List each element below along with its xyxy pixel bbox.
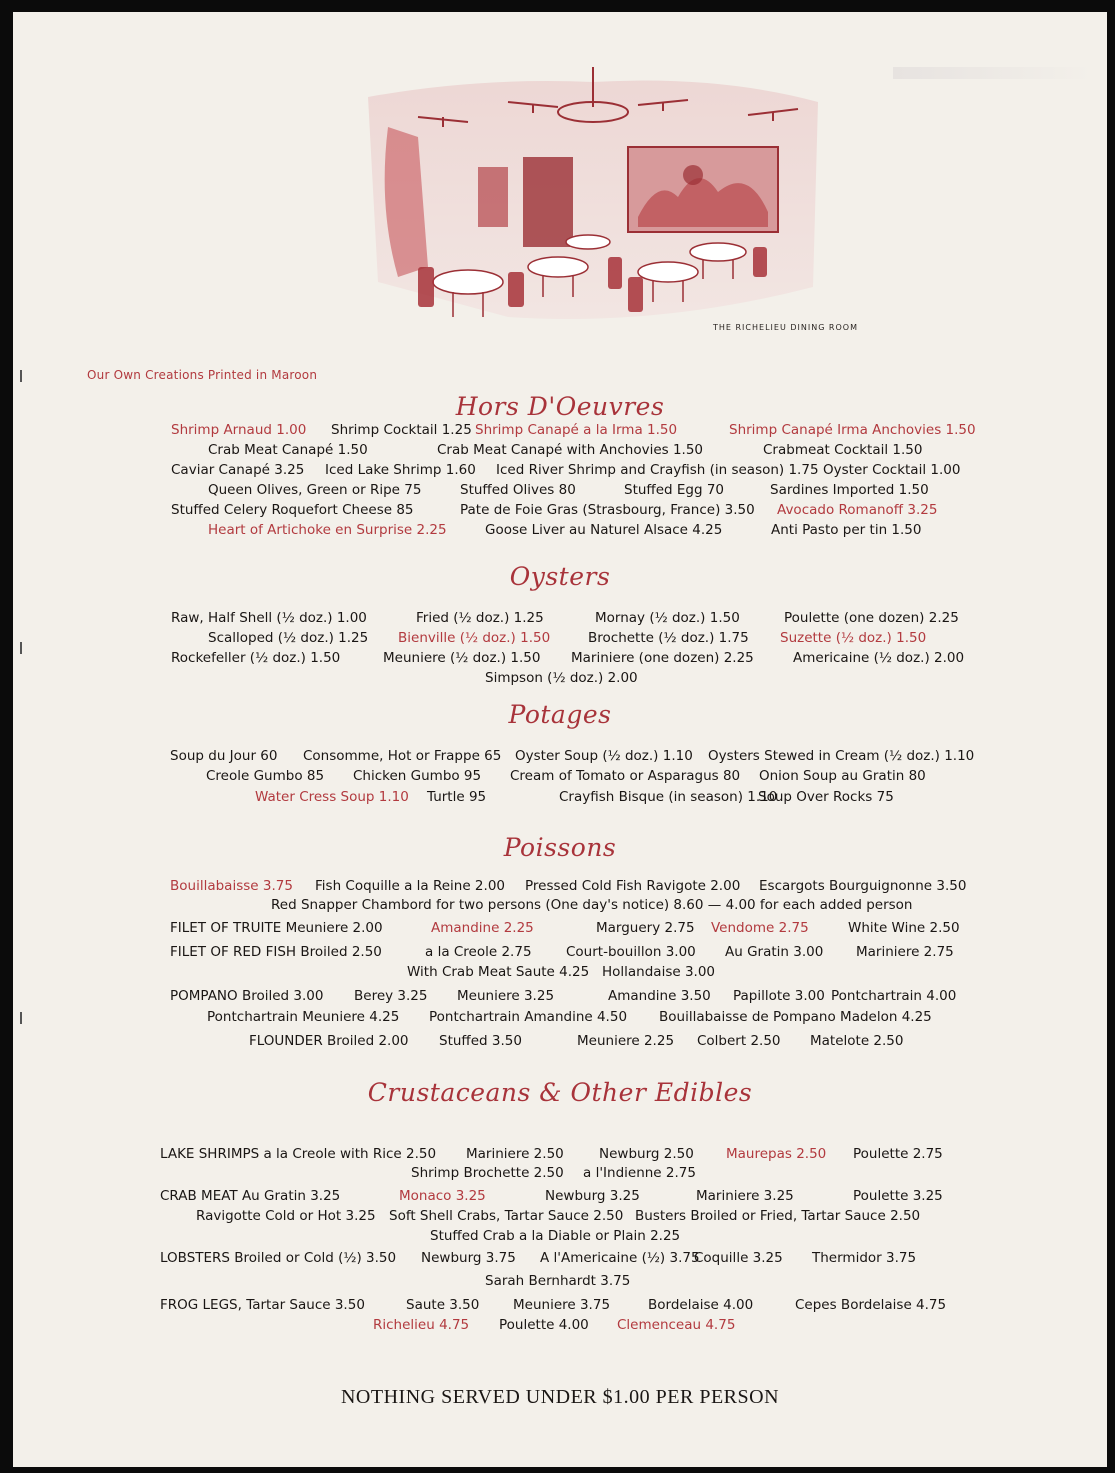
menu-item: Creole Gumbo 85 [206, 768, 325, 784]
binding-mark [20, 1012, 22, 1024]
menu-item: Shrimp Cocktail 1.25 [331, 422, 472, 438]
menu-item: Simpson (½ doz.) 2.00 [485, 670, 638, 686]
menu-item: Escargots Bourguignonne 3.50 [759, 878, 967, 894]
menu-item: Crab Meat Canapé 1.50 [208, 442, 368, 458]
menu-item: Crab Meat Canapé with Anchovies 1.50 [437, 442, 704, 458]
menu-item: Maurepas 2.50 [726, 1146, 827, 1162]
menu-item: Stuffed Egg 70 [624, 482, 725, 498]
bleed-through-texture [893, 67, 1093, 79]
menu-item: Bouillabaisse de Pompano Madelon 4.25 [659, 1009, 932, 1025]
menu-item: Stuffed Celery Roquefort Cheese 85 [171, 502, 414, 518]
menu-item: Pate de Foie Gras (Strasbourg, France) 3.50 [460, 502, 755, 518]
menu-item: Turtle 95 [427, 789, 487, 805]
menu-item: A l'Americaine (½) 3.75 [540, 1250, 700, 1266]
menu-item: Mariniere 3.25 [696, 1188, 794, 1204]
menu-item: Clemenceau 4.75 [617, 1317, 736, 1333]
menu-page [13, 12, 1107, 1467]
menu-item: Stuffed Crab a la Diable or Plain 2.25 [430, 1228, 681, 1244]
menu-item: Ravigotte Cold or Hot 3.25 [196, 1208, 376, 1224]
menu-item: Soft Shell Crabs, Tartar Sauce 2.50 [389, 1208, 624, 1224]
menu-item: Cream of Tomato or Asparagus 80 [510, 768, 741, 784]
menu-item: Cepes Bordelaise 4.75 [795, 1297, 947, 1313]
dining-room-illustration [358, 67, 828, 347]
menu-item: Shrimp Canapé Irma Anchovies 1.50 [729, 422, 976, 438]
menu-item: White Wine 2.50 [848, 920, 960, 936]
menu-item: Vendome 2.75 [711, 920, 809, 936]
menu-item: Sarah Bernhardt 3.75 [485, 1273, 631, 1289]
menu-item: Shrimp Arnaud 1.00 [171, 422, 307, 438]
menu-item: Mariniere (one dozen) 2.25 [571, 650, 754, 666]
menu-item: LOBSTERS Broiled or Cold (½) 3.50 [160, 1250, 397, 1266]
menu-item: Queen Olives, Green or Ripe 75 [208, 482, 422, 498]
menu-item: Saute 3.50 [406, 1297, 480, 1313]
menu-item: Consomme, Hot or Frappe 65 [303, 748, 502, 764]
menu-item: Coquille 3.25 [694, 1250, 783, 1266]
section-heading: Hors D'Oeuvres [455, 392, 665, 421]
menu-item: Poulette 3.25 [853, 1188, 943, 1204]
menu-item: Amandine 3.50 [608, 988, 711, 1004]
menu-item: FROG LEGS, Tartar Sauce 3.50 [160, 1297, 365, 1313]
menu-item: Iced River Shrimp and Crayfish (in season) 1.75 [496, 462, 819, 478]
menu-item: Oyster Cocktail 1.00 [823, 462, 961, 478]
menu-item: Pontchartrain Amandine 4.50 [429, 1009, 628, 1025]
menu-item: FLOUNDER Broiled 2.00 [249, 1033, 409, 1049]
menu-item: Mariniere 2.75 [856, 944, 954, 960]
menu-item: Meuniere 3.75 [513, 1297, 611, 1313]
menu-item: Poulette 4.00 [499, 1317, 589, 1333]
menu-item: Fried (½ doz.) 1.25 [416, 610, 544, 626]
menu-item: Meuniere (½ doz.) 1.50 [383, 650, 541, 666]
section-heading: Oysters [509, 562, 611, 591]
menu-item: FILET OF RED FISH Broiled 2.50 [170, 944, 382, 960]
menu-item: Papillote 3.00 [733, 988, 825, 1004]
menu-item: Oysters Stewed in Cream (½ doz.) 1.10 [708, 748, 975, 764]
menu-item: Stuffed 3.50 [439, 1033, 522, 1049]
menu-item: FILET OF TRUITE Meuniere 2.00 [170, 920, 383, 936]
menu-item: Chicken Gumbo 95 [353, 768, 482, 784]
menu-item: Mariniere 2.50 [466, 1146, 564, 1162]
menu-item: Crayfish Bisque (in season) 1.10 [559, 789, 778, 805]
menu-item: Thermidor 3.75 [812, 1250, 917, 1266]
menu-item: Water Cress Soup 1.10 [255, 789, 409, 805]
menu-item: Red Snapper Chambord for two persons (One day's notice) 8.60 — 4.00 for each added person [271, 897, 913, 913]
menu-item: a l'Indienne 2.75 [583, 1165, 696, 1181]
menu-item: Soup du Jour 60 [170, 748, 278, 764]
menu-item: Goose Liver au Naturel Alsace 4.25 [485, 522, 723, 538]
section-heading: Potages [508, 700, 612, 729]
menu-item: Au Gratin 3.00 [725, 944, 824, 960]
menu-item: Mornay (½ doz.) 1.50 [595, 610, 740, 626]
menu-item: Poulette (one dozen) 2.25 [784, 610, 959, 626]
menu-item: Iced Lake Shrimp 1.60 [325, 462, 476, 478]
menu-item: Monaco 3.25 [399, 1188, 486, 1204]
menu-item: Amandine 2.25 [431, 920, 534, 936]
menu-item: Americaine (½ doz.) 2.00 [793, 650, 965, 666]
menu-item: Newburg 3.25 [545, 1188, 640, 1204]
menu-item: Newburg 3.75 [421, 1250, 516, 1266]
menu-item: Stuffed Olives 80 [460, 482, 576, 498]
menu-item: Pressed Cold Fish Ravigote 2.00 [525, 878, 741, 894]
menu-item: Rockefeller (½ doz.) 1.50 [171, 650, 341, 666]
menu-item: Pontchartrain Meuniere 4.25 [207, 1009, 400, 1025]
menu-item: Richelieu 4.75 [373, 1317, 470, 1333]
menu-item: Colbert 2.50 [697, 1033, 781, 1049]
menu-item: Meuniere 2.25 [577, 1033, 675, 1049]
menu-item: Marguery 2.75 [596, 920, 695, 936]
menu-item: Heart of Artichoke en Surprise 2.25 [208, 522, 447, 538]
menu-item: Fish Coquille a la Reine 2.00 [315, 878, 505, 894]
menu-item: Caviar Canapé 3.25 [171, 462, 305, 478]
menu-item: Suzette (½ doz.) 1.50 [780, 630, 927, 646]
menu-item: Bienville (½ doz.) 1.50 [398, 630, 551, 646]
menu-item: Meuniere 3.25 [457, 988, 555, 1004]
binding-mark [20, 642, 22, 654]
menu-item: Hollandaise 3.00 [602, 964, 716, 980]
menu-item: Raw, Half Shell (½ doz.) 1.00 [171, 610, 367, 626]
menu-item: Avocado Romanoff 3.25 [777, 502, 938, 518]
menu-item: Bouillabaisse 3.75 [170, 878, 293, 894]
menu-item: Shrimp Canapé a la Irma 1.50 [475, 422, 678, 438]
menu-item: Soup Over Rocks 75 [758, 789, 894, 805]
section-heading: Poissons [503, 833, 617, 862]
section-heading: Crustaceans & Other Edibles [367, 1078, 753, 1107]
menu-item: Poulette 2.75 [853, 1146, 943, 1162]
menu-item: LAKE SHRIMPS a la Creole with Rice 2.50 [160, 1146, 437, 1162]
menu-item: With Crab Meat Saute 4.25 [407, 964, 590, 980]
menu-item: Onion Soup au Gratin 80 [759, 768, 926, 784]
menu-item: CRAB MEAT Au Gratin 3.25 [160, 1188, 341, 1204]
menu-item: Scalloped (½ doz.) 1.25 [208, 630, 369, 646]
binding-mark [20, 370, 22, 382]
menu-item: POMPANO Broiled 3.00 [170, 988, 324, 1004]
menu-item: Shrimp Brochette 2.50 [411, 1165, 564, 1181]
menu-item: Busters Broiled or Fried, Tartar Sauce 2.50 [635, 1208, 921, 1224]
menu-item: Bordelaise 4.00 [648, 1297, 754, 1313]
menu-item: Matelote 2.50 [810, 1033, 904, 1049]
menu-item: Anti Pasto per tin 1.50 [771, 522, 922, 538]
menu-item: Newburg 2.50 [599, 1146, 694, 1162]
menu-item: Oyster Soup (½ doz.) 1.10 [515, 748, 693, 764]
menu-item: Sardines Imported 1.50 [770, 482, 929, 498]
menu-item: a la Creole 2.75 [425, 944, 532, 960]
creations-note: Our Own Creations Printed in Maroon [87, 368, 318, 382]
menu-item: Brochette (½ doz.) 1.75 [588, 630, 749, 646]
menu-item: Berey 3.25 [354, 988, 428, 1004]
footer-note: NOTHING SERVED UNDER $1.00 PER PERSON [340, 1386, 780, 1408]
illustration-caption: THE RICHELIEU DINING ROOM [713, 323, 858, 332]
menu-item: Court-bouillon 3.00 [566, 944, 696, 960]
menu-item: Pontchartrain 4.00 [831, 988, 957, 1004]
menu-item: Crabmeat Cocktail 1.50 [763, 442, 923, 458]
